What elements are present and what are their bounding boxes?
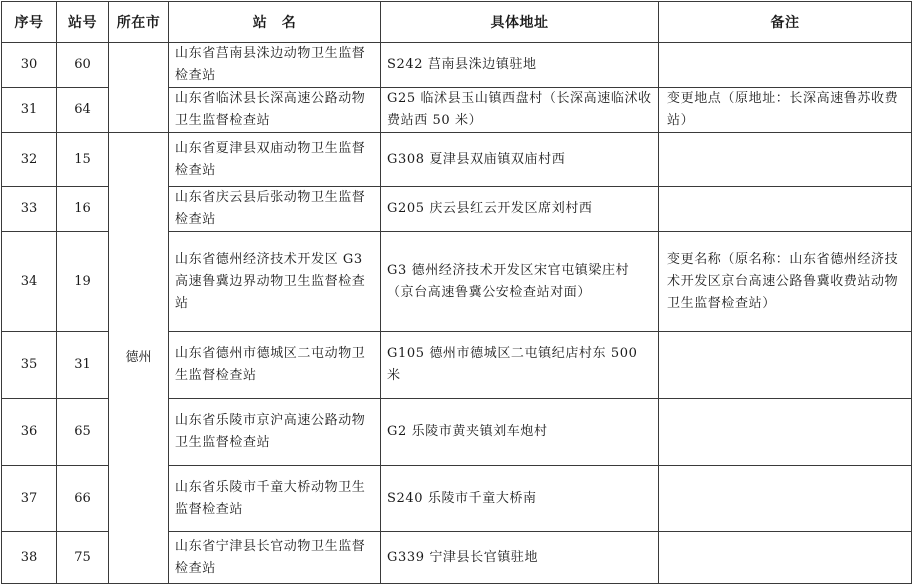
cell-address: G3 德州经济技术开发区宋官屯镇梁庄村（京台高速鲁冀公安检查站对面） [381, 232, 659, 332]
header-seq: 序号 [2, 2, 57, 43]
cell-note [659, 43, 912, 88]
cell-station-no: 60 [57, 43, 109, 88]
cell-city-dezhou: 德州 [109, 133, 169, 584]
cell-note: 变更地点（原地址：长深高速鲁苏收费站） [659, 88, 912, 133]
cell-station-no: 15 [57, 133, 109, 187]
cell-address: G25 临沭县玉山镇西盘村（长深高速临沭收费站西 50 米） [381, 88, 659, 133]
cell-address: G205 庆云县红云开发区席刘村西 [381, 187, 659, 232]
cell-note: 变更名称（原名称：山东省德州经济技术开发区京台高速公路鲁冀收费站动物卫生监督检查站） [659, 232, 912, 332]
header-station-name: 站 名 [169, 2, 381, 43]
cell-address: G105 德州市德城区二屯镇纪店村东 500 米 [381, 332, 659, 399]
table-row [2, 133, 912, 187]
cell-note [659, 466, 912, 532]
cell-note [659, 532, 912, 584]
header-address: 具体地址 [381, 2, 659, 43]
cell-seq: 38 [2, 532, 57, 584]
cell-seq: 30 [2, 43, 57, 88]
cell-station-name: 山东省夏津县双庙动物卫生监督检查站 [169, 133, 381, 187]
header-station-no: 站号 [57, 2, 109, 43]
cell-address: G2 乐陵市黄夹镇刘车炮村 [381, 399, 659, 466]
cell-address: S240 乐陵市千童大桥南 [381, 466, 659, 532]
cell-seq: 34 [2, 232, 57, 332]
cell-station-name: 山东省宁津县长官动物卫生监督检查站 [169, 532, 381, 584]
cell-seq: 37 [2, 466, 57, 532]
cell-station-name: 山东省德州经济技术开发区 G3 高速鲁冀边界动物卫生监督检查站 [169, 232, 381, 332]
cell-station-no: 66 [57, 466, 109, 532]
cell-seq: 36 [2, 399, 57, 466]
cell-station-no: 31 [57, 332, 109, 399]
cell-station-no: 65 [57, 399, 109, 466]
cell-seq: 31 [2, 88, 57, 133]
cell-seq: 33 [2, 187, 57, 232]
table-row [2, 43, 912, 88]
cell-station-name: 山东省乐陵市千童大桥动物卫生监督检查站 [169, 466, 381, 532]
cell-address: G339 宁津县长官镇驻地 [381, 532, 659, 584]
cell-note [659, 187, 912, 232]
cell-station-name: 山东省乐陵市京沪高速公路动物卫生监督检查站 [169, 399, 381, 466]
cell-note [659, 133, 912, 187]
cell-station-no: 64 [57, 88, 109, 133]
cell-note [659, 332, 912, 399]
header-note: 备注 [659, 2, 912, 43]
cell-address: G308 夏津县双庙镇双庙村西 [381, 133, 659, 187]
cell-seq: 35 [2, 332, 57, 399]
cell-station-name: 山东省庆云县后张动物卫生监督检查站 [169, 187, 381, 232]
cell-station-name: 山东省德州市德城区二屯动物卫生监督检查站 [169, 332, 381, 399]
header-city: 所在市 [109, 2, 169, 43]
cell-station-name: 山东省莒南县洙边动物卫生监督检查站 [169, 43, 381, 88]
cell-station-no: 19 [57, 232, 109, 332]
cell-station-name: 山东省临沭县长深高速公路动物卫生监督检查站 [169, 88, 381, 133]
cell-note [659, 399, 912, 466]
cell-address: S242 莒南县洙边镇驻地 [381, 43, 659, 88]
cell-seq: 32 [2, 133, 57, 187]
cell-station-no: 16 [57, 187, 109, 232]
header-row [2, 2, 912, 43]
station-table [1, 1, 912, 584]
cell-station-no: 75 [57, 532, 109, 584]
cell-city-linyi [109, 43, 169, 133]
